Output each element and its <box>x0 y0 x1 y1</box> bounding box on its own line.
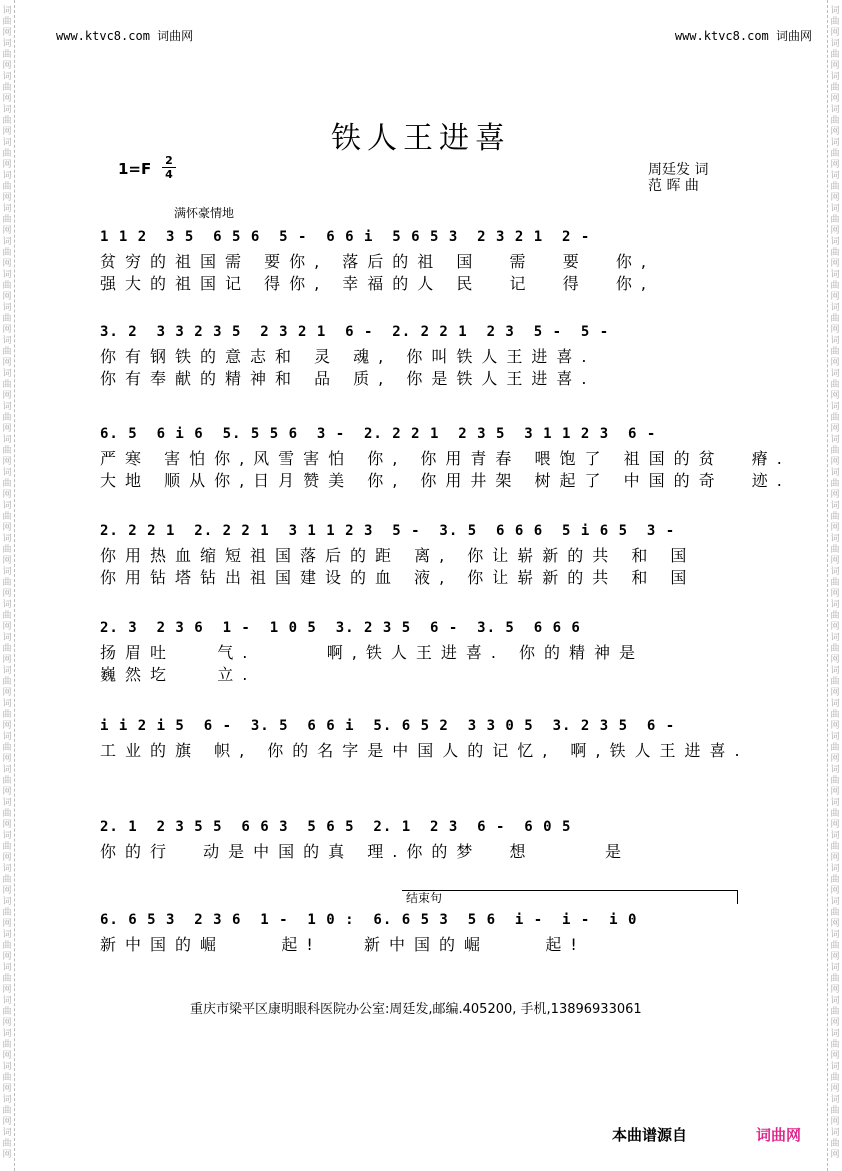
watermark-char: 曲 <box>830 380 840 390</box>
watermark-char: 曲 <box>830 545 840 555</box>
notation-line: 2. 2 2 1 2. 2 2 1 3 1 1 2 3 5 - 3. 5 6 6 6 5 i 6 5 3 - <box>100 523 676 539</box>
watermark-char: 词 <box>2 864 12 874</box>
notation-line: 3. 2 3 3 2 3 5 2 3 2 1 6 - 2. 2 2 1 2 3 5 - 5 - <box>100 324 610 340</box>
watermark-char: 网 <box>2 193 12 203</box>
watermark-char: 词 <box>2 897 12 907</box>
watermark-char: 网 <box>830 226 840 236</box>
watermark-char: 词 <box>2 1029 12 1039</box>
watermark-char: 网 <box>2 787 12 797</box>
watermark-char: 曲 <box>2 743 12 753</box>
watermark-char: 网 <box>830 61 840 71</box>
watermark-char: 曲 <box>2 347 12 357</box>
watermark-char: 词 <box>830 105 840 115</box>
watermark-char: 网 <box>2 457 12 467</box>
watermark-char: 曲 <box>2 545 12 555</box>
site-url-left[interactable]: www.ktvc8.com 词曲网 <box>56 29 194 43</box>
left-watermark-strip <box>0 0 15 1171</box>
watermark-char: 词 <box>830 567 840 577</box>
lyric-verse-1: 你用热血缩短祖国落后的距 离, 你让崭新的共 和 国 <box>100 546 696 565</box>
watermark-char: 词 <box>830 6 840 16</box>
watermark-char: 网 <box>2 358 12 368</box>
meter-top: 2 <box>165 154 173 167</box>
watermark-char: 词 <box>2 699 12 709</box>
watermark-char: 曲 <box>2 1073 12 1083</box>
watermark-char: 曲 <box>2 974 12 984</box>
watermark-char: 网 <box>830 886 840 896</box>
score-system-8 <box>100 912 740 956</box>
watermark-char: 词 <box>830 39 840 49</box>
watermark-char: 网 <box>2 523 12 533</box>
watermark-char: 曲 <box>830 1106 840 1116</box>
watermark-char: 网 <box>2 556 12 566</box>
watermark-char: 网 <box>830 853 840 863</box>
site-url-right[interactable]: www.ktvc8.com 词曲网 <box>674 29 812 43</box>
watermark-char: 词 <box>2 963 12 973</box>
watermark-char: 曲 <box>2 314 12 324</box>
watermark-char: 网 <box>830 523 840 533</box>
lyric-verse-1: 你的行 动是中国的真 理.你的梦 想 是 <box>100 842 630 861</box>
watermark-char: 曲 <box>830 677 840 687</box>
watermark-char: 网 <box>830 424 840 434</box>
watermark-char: 网 <box>2 952 12 962</box>
score-system-1 <box>100 229 740 295</box>
watermark-char: 词 <box>2 567 12 577</box>
watermark-char: 曲 <box>2 941 12 951</box>
notation-line: 6. 6 5 3 2 3 6 1 - 1 0 : 6. 6 5 3 5 6 i - i - i 0 <box>100 912 638 928</box>
watermark-char: 曲 <box>830 842 840 852</box>
watermark-char: 词 <box>2 336 12 346</box>
watermark-char: 曲 <box>2 83 12 93</box>
watermark-char: 词 <box>830 1029 840 1039</box>
watermark-char: 曲 <box>2 1106 12 1116</box>
watermark-char: 网 <box>2 622 12 632</box>
watermark-char: 词 <box>2 600 12 610</box>
watermark-char: 词 <box>830 171 840 181</box>
watermark-char: 曲 <box>830 776 840 786</box>
watermark-char: 词 <box>2 798 12 808</box>
watermark-char: 词 <box>830 666 840 676</box>
watermark-char: 网 <box>2 160 12 170</box>
song-title: 铁人王进喜 <box>331 121 511 156</box>
watermark-char: 词 <box>830 468 840 478</box>
watermark-char: 词 <box>830 600 840 610</box>
watermark-char: 词 <box>830 534 840 544</box>
watermark-char: 曲 <box>830 413 840 423</box>
watermark-char: 词 <box>2 72 12 82</box>
watermark-char: 曲 <box>830 446 840 456</box>
watermark-char: 词 <box>2 468 12 478</box>
watermark-char: 网 <box>2 325 12 335</box>
watermark-char: 曲 <box>2 1040 12 1050</box>
watermark-char: 网 <box>2 1051 12 1061</box>
watermark-char: 网 <box>2 127 12 137</box>
watermark-char: 网 <box>2 886 12 896</box>
watermark-char: 词 <box>2 435 12 445</box>
watermark-char: 词 <box>830 864 840 874</box>
watermark-char: 曲 <box>830 479 840 489</box>
watermark-char: 网 <box>830 721 840 731</box>
lyric-verse-2: 你用钻塔钻出祖国建设的血 液, 你让崭新的共 和 国 <box>100 568 696 587</box>
watermark-char: 曲 <box>2 1139 12 1149</box>
watermark-char: 词 <box>2 1062 12 1072</box>
lyric-verse-2: 大地 顺从你,日月赞美 你, 你用井架 树起了 中国的奇 迹. <box>100 471 791 490</box>
score-system-4 <box>100 523 740 589</box>
watermark-char: 曲 <box>830 1139 840 1149</box>
watermark-char: 网 <box>2 391 12 401</box>
score-system-7 <box>100 819 740 863</box>
watermark-char: 词 <box>2 666 12 676</box>
watermark-char: 曲 <box>2 149 12 159</box>
watermark-char: 词 <box>2 237 12 247</box>
watermark-char: 词 <box>830 435 840 445</box>
watermark-char: 曲 <box>2 611 12 621</box>
credits <box>648 162 708 194</box>
watermark-char: 曲 <box>2 215 12 225</box>
watermark-char: 曲 <box>830 1040 840 1050</box>
score-system-5 <box>100 620 740 686</box>
watermark-char: 网 <box>2 721 12 731</box>
watermark-char: 网 <box>830 787 840 797</box>
watermark-char: 网 <box>2 259 12 269</box>
score-system-2 <box>100 324 740 390</box>
watermark-char: 曲 <box>2 413 12 423</box>
watermark-char: 曲 <box>2 479 12 489</box>
score-system-3 <box>100 426 791 492</box>
watermark-char: 词 <box>830 270 840 280</box>
watermark-char: 网 <box>830 754 840 764</box>
watermark-char: 网 <box>830 1051 840 1061</box>
watermark-char: 网 <box>2 655 12 665</box>
watermark-char: 曲 <box>2 446 12 456</box>
watermark-char: 曲 <box>830 875 840 885</box>
watermark-char: 曲 <box>2 710 12 720</box>
watermark-char: 网 <box>2 820 12 830</box>
watermark-char: 曲 <box>830 743 840 753</box>
watermark-char: 词 <box>830 303 840 313</box>
watermark-char: 曲 <box>830 809 840 819</box>
watermark-char: 网 <box>830 94 840 104</box>
watermark-char: 词 <box>2 204 12 214</box>
watermark-char: 曲 <box>830 50 840 60</box>
contact-footer: 重庆市梁平区康明眼科医院办公室:周廷发,邮编.405200, 手机,13896933061 <box>190 1002 642 1017</box>
ending-bracket <box>402 890 738 904</box>
lyric-verse-1: 严寒 害怕你,风雪害怕 你, 你用青春 喂饱了 祖国的贫 瘠. <box>100 449 791 468</box>
score-system-6 <box>100 718 749 762</box>
notation-line: i i 2 i 5 6 - 3. 5 6 6 i 5. 6 5 2 3 3 0 5 3. 2 3 5 6 - <box>100 718 676 734</box>
watermark-char: 网 <box>830 655 840 665</box>
watermark-char: 网 <box>830 688 840 698</box>
watermark-char: 网 <box>830 622 840 632</box>
watermark-char: 词 <box>830 963 840 973</box>
watermark-char: 网 <box>830 820 840 830</box>
lyric-verse-2: 巍然圪 立. <box>100 665 257 684</box>
watermark-char: 曲 <box>830 281 840 291</box>
watermark-char: 曲 <box>2 182 12 192</box>
watermark-char: 网 <box>2 226 12 236</box>
watermark-char: 网 <box>2 1018 12 1028</box>
watermark-char: 网 <box>830 985 840 995</box>
watermark-char: 词 <box>830 930 840 940</box>
watermark-char: 曲 <box>2 809 12 819</box>
watermark-char: 网 <box>2 985 12 995</box>
watermark-char: 网 <box>830 490 840 500</box>
watermark-char: 词 <box>830 633 840 643</box>
watermark-char: 词 <box>2 369 12 379</box>
watermark-char: 网 <box>830 1018 840 1028</box>
watermark-char: 网 <box>830 325 840 335</box>
watermark-char: 词 <box>830 897 840 907</box>
watermark-char: 词 <box>2 105 12 115</box>
source-label: 本曲谱源自 <box>612 1126 688 1144</box>
watermark-char: 词 <box>2 831 12 841</box>
watermark-char: 网 <box>2 853 12 863</box>
watermark-char: 词 <box>2 501 12 511</box>
watermark-char: 词 <box>2 171 12 181</box>
watermark-char: 曲 <box>2 281 12 291</box>
watermark-char: 曲 <box>830 83 840 93</box>
watermark-char: 曲 <box>2 512 12 522</box>
watermark-char: 网 <box>830 556 840 566</box>
watermark-char: 词 <box>2 996 12 1006</box>
watermark-char: 曲 <box>830 149 840 159</box>
watermark-char: 网 <box>830 127 840 137</box>
watermark-char: 词 <box>830 72 840 82</box>
ending-label: 结束句 <box>406 891 443 905</box>
watermark-char: 词 <box>2 39 12 49</box>
watermark-char: 网 <box>830 259 840 269</box>
watermark-char: 网 <box>830 391 840 401</box>
watermark-char: 曲 <box>2 248 12 258</box>
watermark-char: 网 <box>830 589 840 599</box>
watermark-char: 词 <box>2 930 12 940</box>
watermark-char: 网 <box>830 193 840 203</box>
watermark-char: 曲 <box>2 17 12 27</box>
watermark-char: 曲 <box>830 314 840 324</box>
watermark-char: 曲 <box>2 677 12 687</box>
watermark-char: 曲 <box>830 182 840 192</box>
watermark-char: 词 <box>2 402 12 412</box>
key-signature: 1=F <box>118 160 152 178</box>
watermark-char: 网 <box>830 1084 840 1094</box>
watermark-char: 曲 <box>830 941 840 951</box>
watermark-char: 网 <box>830 1150 840 1160</box>
watermark-char: 词 <box>2 138 12 148</box>
watermark-char: 曲 <box>830 17 840 27</box>
lyricist: 周廷发 词 <box>648 162 709 178</box>
watermark-char: 曲 <box>830 116 840 126</box>
lyric-verse-2: 强大的祖国记 得你, 幸福的人 民 记 得 你, <box>100 274 655 293</box>
watermark-char: 词 <box>2 765 12 775</box>
watermark-char: 网 <box>830 160 840 170</box>
watermark-char: 曲 <box>2 1007 12 1017</box>
watermark-char: 词 <box>2 1128 12 1138</box>
notation-line: 2. 3 2 3 6 1 - 1 0 5 3. 2 3 5 6 - 3. 5 6 6 6 <box>100 620 581 636</box>
watermark-char: 网 <box>2 919 12 929</box>
watermark-char: 网 <box>2 1150 12 1160</box>
watermark-char: 网 <box>830 292 840 302</box>
composer: 范 晖 曲 <box>648 178 699 194</box>
watermark-char: 曲 <box>2 578 12 588</box>
watermark-char: 曲 <box>830 248 840 258</box>
lyric-verse-1: 你有钢铁的意志和 灵 魂, 你叫铁人王进喜. <box>100 347 596 366</box>
watermark-char: 曲 <box>830 611 840 621</box>
meter-bottom: 4 <box>165 168 173 181</box>
lyric-verse-1: 贫穷的祖国需 要你, 落后的祖 国 需 要 你, <box>100 252 655 271</box>
notation-line: 6. 5 6 i 6 5. 5 5 6 3 - 2. 2 2 1 2 3 5 3 1 1 2 3 6 - <box>100 426 657 442</box>
watermark-char: 曲 <box>2 50 12 60</box>
watermark-char: 词 <box>830 765 840 775</box>
watermark-char: 词 <box>830 237 840 247</box>
notation-line: 1 1 2 3 5 6 5 6 5 - 6 6 i 5 6 5 3 2 3 2 1 2 - <box>100 229 591 245</box>
watermark-char: 网 <box>830 952 840 962</box>
watermark-char: 词 <box>830 1128 840 1138</box>
watermark-char: 词 <box>2 6 12 16</box>
watermark-char: 曲 <box>830 644 840 654</box>
watermark-char: 词 <box>830 501 840 511</box>
watermark-char: 词 <box>830 369 840 379</box>
tempo-marking: 满怀豪情地 <box>174 206 235 220</box>
watermark-char: 词 <box>2 732 12 742</box>
watermark-char: 词 <box>2 1095 12 1105</box>
watermark-char: 网 <box>830 358 840 368</box>
watermark-char: 词 <box>2 303 12 313</box>
watermark-char: 词 <box>830 336 840 346</box>
watermark-char: 曲 <box>2 380 12 390</box>
watermark-char: 网 <box>2 1117 12 1127</box>
watermark-char: 曲 <box>830 710 840 720</box>
brand-logo[interactable]: 词曲网 <box>756 1126 802 1144</box>
watermark-char: 词 <box>830 204 840 214</box>
watermark-char: 网 <box>2 292 12 302</box>
watermark-char: 词 <box>2 270 12 280</box>
watermark-char: 网 <box>2 61 12 71</box>
watermark-char: 词 <box>2 633 12 643</box>
watermark-char: 曲 <box>830 908 840 918</box>
lyric-verse-1: 新中国的崛 起! 新中国的崛 起! <box>100 935 586 954</box>
watermark-char: 网 <box>830 919 840 929</box>
watermark-char: 曲 <box>2 116 12 126</box>
watermark-char: 词 <box>830 1062 840 1072</box>
watermark-char: 网 <box>2 28 12 38</box>
watermark-char: 曲 <box>2 776 12 786</box>
watermark-char: 曲 <box>2 908 12 918</box>
watermark-char: 曲 <box>830 347 840 357</box>
watermark-char: 曲 <box>830 1007 840 1017</box>
watermark-char: 曲 <box>2 842 12 852</box>
watermark-char: 网 <box>2 688 12 698</box>
watermark-char: 网 <box>830 28 840 38</box>
watermark-char: 词 <box>830 1095 840 1105</box>
watermark-char: 词 <box>830 732 840 742</box>
watermark-char: 曲 <box>830 974 840 984</box>
watermark-char: 曲 <box>830 578 840 588</box>
watermark-char: 词 <box>830 996 840 1006</box>
watermark-char: 网 <box>2 424 12 434</box>
time-signature <box>162 155 176 180</box>
watermark-char: 网 <box>2 754 12 764</box>
watermark-char: 词 <box>2 534 12 544</box>
lyric-verse-1: 工业的旗 帜, 你的名字是中国人的记忆, 啊,铁人王进喜. <box>100 741 749 760</box>
watermark-char: 曲 <box>830 1073 840 1083</box>
right-watermark-strip <box>827 0 842 1171</box>
watermark-char: 词 <box>830 831 840 841</box>
watermark-char: 曲 <box>830 215 840 225</box>
watermark-char: 网 <box>830 1117 840 1127</box>
watermark-char: 网 <box>830 457 840 467</box>
watermark-char: 曲 <box>2 875 12 885</box>
watermark-char: 词 <box>830 798 840 808</box>
lyric-verse-2: 你有奉献的精神和 品 质, 你是铁人王进喜. <box>100 369 596 388</box>
watermark-char: 曲 <box>830 512 840 522</box>
watermark-char: 词 <box>830 699 840 709</box>
lyric-verse-1: 扬眉吐 气. 啊,铁人王进喜. 你的精神是 <box>100 643 645 662</box>
watermark-char: 曲 <box>2 644 12 654</box>
watermark-char: 网 <box>2 94 12 104</box>
watermark-char: 网 <box>2 1084 12 1094</box>
watermark-char: 网 <box>2 589 12 599</box>
watermark-char: 词 <box>830 402 840 412</box>
notation-line: 2. 1 2 3 5 5 6 6 3 5 6 5 2. 1 2 3 6 - 6 0 5 <box>100 819 572 835</box>
watermark-char: 网 <box>2 490 12 500</box>
watermark-char: 词 <box>830 138 840 148</box>
